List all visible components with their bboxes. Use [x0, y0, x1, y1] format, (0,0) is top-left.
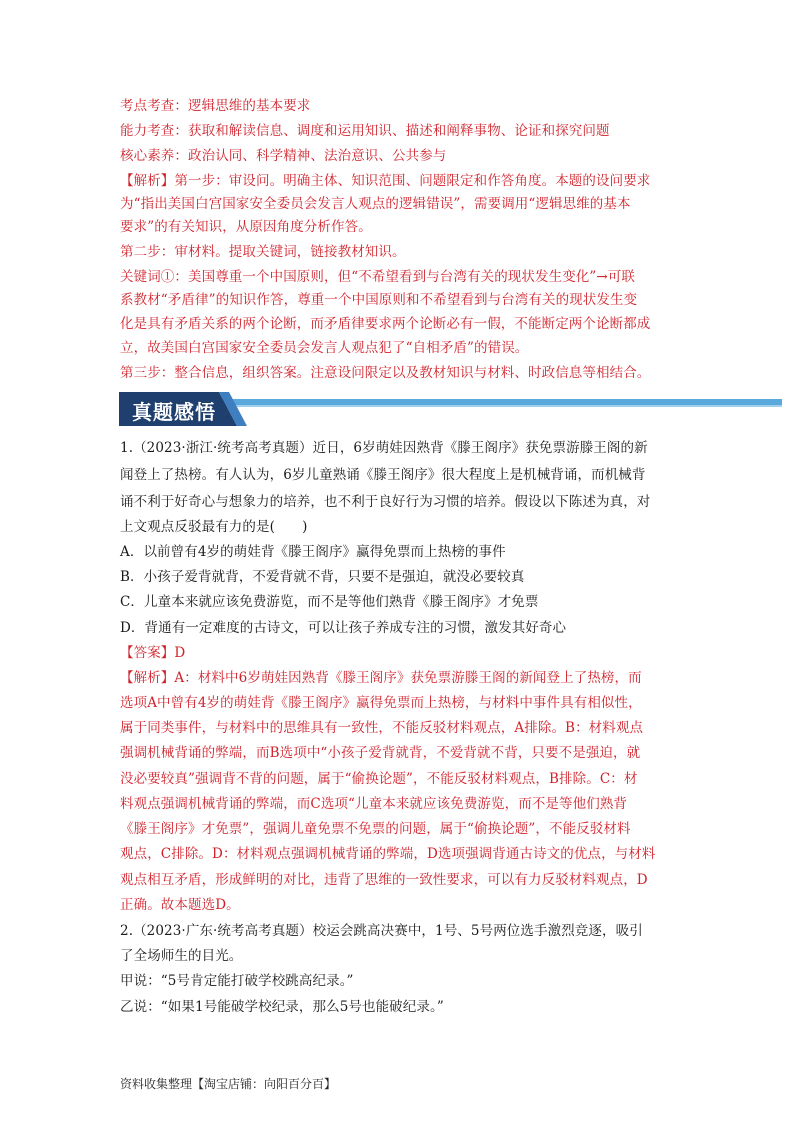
- explanation-line: 料观点强调机械背诵的弊端，而C选项“儿童本来就应该免费游览，而不是等他们熟背: [120, 796, 628, 812]
- question-stem: 2.（2023·广东·统考高考真题）校运会跳高决赛中，1号、5号两位选手激烈竞逐，吸引: [120, 923, 643, 939]
- option-b: B．小孩子爱背就背，不爱背就不背，只要不是强迫，就没必要较真: [120, 569, 525, 585]
- explanation-line: 正确。故本题选D。: [120, 897, 240, 913]
- jiexi-line: 立，故美国白宫国家安全委员会发言人观点犯了“自相矛盾”的错误。: [120, 340, 529, 356]
- section-banner: [119, 392, 782, 426]
- question-stem: 了全场师生的目光。: [120, 948, 243, 964]
- question-stem: 诵不利于好奇心与想象力的培养，也不利于良好行为习惯的培养。假设以下陈述为真，对: [120, 494, 651, 510]
- jiexi-line: 第二步：审材料。提取关键词，链接教材知识。: [120, 244, 406, 260]
- explanation-line: 选项A中曾有4岁的萌娃背《滕王阁序》赢得免票而上热榜，与材料中事件具有相似性，: [120, 695, 642, 711]
- jiexi-line: 关键词①：美国尊重一个中国原则，但“不希望看到与台湾有关的现状发生变化”→可联: [120, 269, 636, 285]
- option-c: C．儿童本来就应该免费游览，而不是等他们熟背《滕王阁序》才免票: [120, 594, 539, 610]
- jiexi-line: 要求”的有关知识，从原因角度分析作答。: [120, 219, 372, 235]
- page-footer: 资料收集整理【淘宝店铺：向阳百分百】: [120, 1077, 337, 1091]
- jiexi-line: 系教材“矛盾律”的知识作答，尊重一个中国原则和不希望看到与台湾有关的现状发生变: [120, 292, 638, 308]
- question-stem: 1.（2023·浙江·统考高考真题）近日，6岁萌娃因熟背《滕王阁序》获免票游滕王阁的新: [120, 440, 648, 456]
- answer-line: 【答案】D: [120, 645, 186, 661]
- explanation-line: 【解析】A：材料中6岁萌娃因熟背《滕王阁序》获免票游滕王阁的新闻登上了热榜，而: [120, 670, 642, 686]
- statement-yi: 乙说：“如果1号能破学校纪录，那么5号也能破纪录。”: [120, 999, 444, 1015]
- jiexi-line: 为“指出美国白宫国家安全委员会发言人观点的逻辑错误”，需要调用“逻辑思维的基本: [120, 196, 631, 212]
- explanation-line: 观点相互矛盾，形成鲜明的对比，违背了思维的一致性要求，可以有力反驳材料观点，D: [120, 872, 648, 888]
- suyang-line: 核心素养：政治认同、科学精神、法治意识、公共参与: [120, 148, 447, 164]
- nengli-line: 能力考查：获取和解读信息、调度和运用知识、描述和阐释事物、论证和探究问题: [120, 123, 610, 139]
- section-title: 真题感悟: [132, 400, 216, 424]
- option-d: D．背通有一定难度的古诗文，可以让孩子养成专注的习惯，激发其好奇心: [120, 620, 567, 636]
- question-stem: 上文观点反驳最有力的是( ): [120, 519, 308, 535]
- option-a: A．以前曾有4岁的萌娃背《滕王阁序》赢得免票而上热榜的事件: [120, 544, 506, 560]
- explanation-line: 属于同类事件，与材料中的思维具有一致性，不能反驳材料观点，A排除。B：材料观点: [120, 720, 644, 736]
- explanation-line: 观点，C排除。D：材料观点强调机械背诵的弊端，D选项强调背通古诗文的优点，与材料: [120, 846, 656, 862]
- jiexi-line: 化是具有矛盾关系的两个论断，而矛盾律要求两个论断必有一假，不能断定两个论断都成: [120, 316, 651, 332]
- question-stem: 闻登上了热榜。有人认为，6岁儿童熟诵《滕王阁序》很大程度上是机械背诵，而机械背: [120, 467, 646, 483]
- explanation-line: 《滕王阁序》才免票”，强调儿童免票不免票的问题，属于“偷换论题”，不能反驳材料: [120, 821, 631, 837]
- jiexi-line: 【解析】第一步：审设问。明确主体、知识范围、问题限定和作答角度。本题的设问要求: [120, 173, 651, 189]
- statement-jia: 甲说：“5号肯定能打破学校跳高纪录。”: [120, 973, 354, 989]
- explanation-line: 没必要较真”强调背不背的问题，属于“偷换论题”，不能反驳材料观点，B排除。C：材: [120, 771, 638, 787]
- jiexi-line: 第三步：整合信息，组织答案。注意设问限定以及教材知识与材料、时政信息等相结合。: [120, 365, 651, 381]
- explanation-line: 强调机械背诵的弊端，而B选项中“小孩子爱背就背，不爱背就不背，只要不是强迫，就: [120, 745, 641, 761]
- kaodian-line: 考点考查：逻辑思维的基本要求: [120, 98, 311, 114]
